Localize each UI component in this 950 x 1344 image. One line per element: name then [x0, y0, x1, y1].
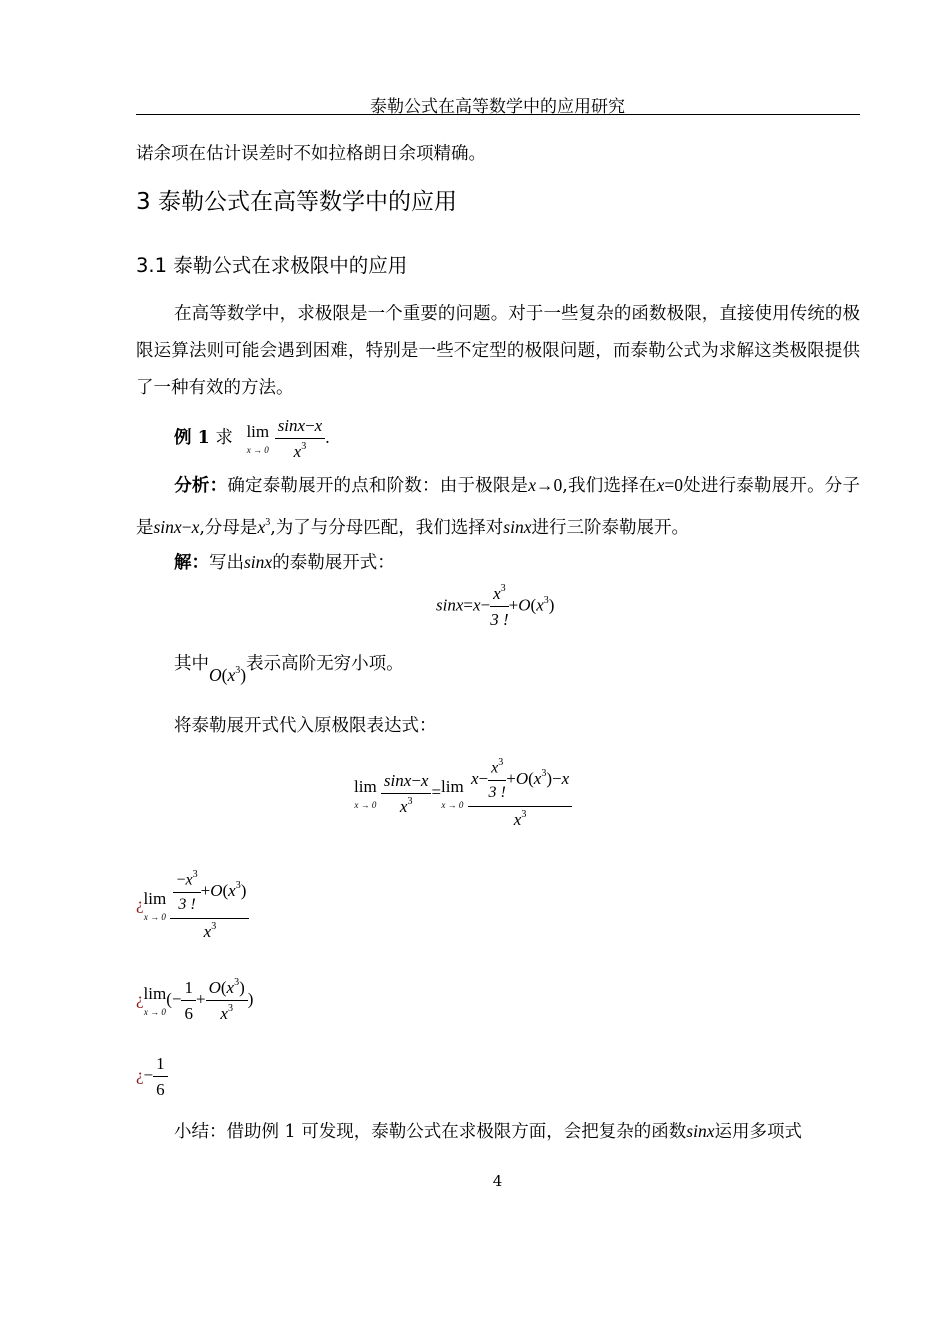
analysis-paragraph: 分析：确定泰勒展开的点和阶数：由于极限是x→0,我们选择在x=0处进行泰勒展开。分子是sinx−x,分母是$x^3$,为了与分母匹配，我们选择对sinx进行三阶泰勒展开。: [136, 475, 861, 538]
example-verb: 求: [215, 428, 233, 449]
limit-step-1: ¿ lim x → 0 $\frac{-x^3}{3 !}$ $+O(x^3)$ $x^3$: [136, 870, 249, 942]
example-line: 例 1 求 lim x → 0 $\frac{\sin x-x}{x^3}$ .: [174, 416, 330, 461]
subsection-title: 3.1 泰勒公式在求极限中的应用: [136, 254, 408, 277]
intro-paragraph: 在高等数学中，求极限是一个重要的问题。对于一些复杂的函数极限，直接使用传统的极限运算法则可能会遇到困难，特别是一些不定型的极限问题，而泰勒公式为求解这类极限提供了一种有效的方法。: [136, 304, 860, 398]
solution-line: 解：写出sinx的泰勒展开式：: [174, 552, 395, 573]
substitute-line: 将泰勒展开式代入原极限表达式：: [174, 716, 437, 736]
carry-over-line: 诺余项在估计误差时不如拉格朗日余项精确。: [136, 144, 486, 164]
garbled-glyph: ¿: [136, 894, 144, 914]
analysis-label: 分析：: [174, 476, 228, 496]
summary-line: 小结：借助例 1 可发现，泰勒公式在求极限方面，会把复杂的函数sinx运用多项式: [174, 1121, 802, 1142]
limit-step-2: ¿ lim x → 0 (− $\frac{1}{6}$ + $\frac{O(x^3)}{x^3}$ ): [136, 977, 254, 1023]
running-header: 泰勒公式在高等数学中的应用研究: [370, 97, 625, 117]
page-number: 4: [492, 1172, 503, 1190]
limit-result: ¿− $\frac{1}{6}$: [136, 1054, 168, 1099]
taylor-expansion-formula: sinx=x− $\frac{x^3}{3 !}$ $+O(x^3)$: [436, 583, 555, 629]
limit-operator: lim x → 0: [246, 421, 270, 455]
solution-label: 解：: [174, 553, 209, 573]
limit-equation: lim x → 0 $\frac{\sin x-x}{x^3}$ = lim x → 0 x− $\frac{x^3}{3 !}$ $+O(x^3)-x$ $x^3$: [354, 758, 572, 830]
example-label: 例 1: [174, 428, 210, 449]
header-rule: [136, 114, 860, 115]
remainder-note: 其中$O(x^3)$表示高阶无穷小项。: [174, 654, 404, 685]
example-fraction: $\frac{\sin x-x}{x^3}$: [275, 416, 326, 461]
section-title: 3 泰勒公式在高等数学中的应用: [136, 189, 457, 215]
